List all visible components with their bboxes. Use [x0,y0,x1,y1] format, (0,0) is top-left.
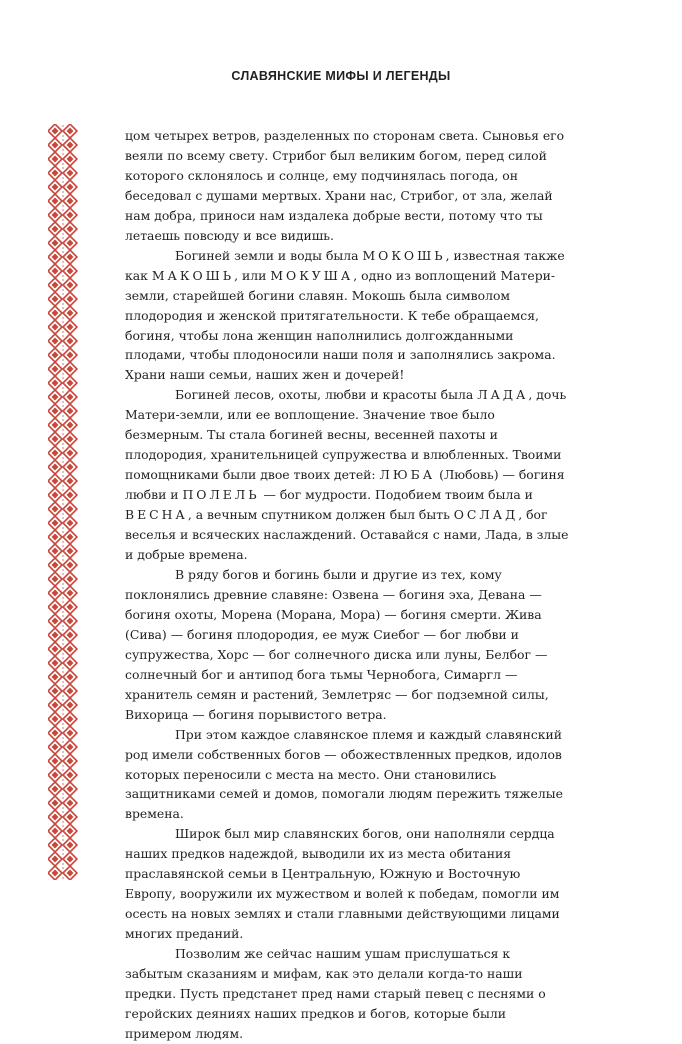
paragraph-text: , дочь Матери-земли, или ее воплощение. Значение твое было безмерным. Ты стала богиней весны, весенней пахоты и плодородия, хранительницей супружества и влюбленных. Твоими помощниками были двое твоих детей: [125,387,567,483]
deity-name: ВЕСНА [125,507,188,523]
paragraph-text: Богиней земли и воды была [175,247,363,263]
deity-name: ОСЛАД [453,507,519,523]
paragraph-text: цом четырех ветров, разделенных по сторонам света. Сыновья его веяли по всему свету. Стрибог был великим богом, перед силой которого склонялось и солнце, ему подчинялась погода, он беседовал с душами мертвых. Храни нас, Стрибог, от зла, желай нам добра, приноси нам издалека добрые вести, потому что ты летаешь повсюду и все видишь. [125,128,565,243]
paragraph-text: В ряду богов и богинь были и другие из тех, кому поклонялись древние славяне: Озвена — богиня эха, Девана — богиня охоты, Морена (Морана, Мора) — богиня смерти. Жива (Сива) — богиня плодородия, ее муж Сиебог — бог любви и супружества, Хорс — бог солнечного диска или луны, Белбог — солнечный бог и антипод бога тьмы Чернобога, Симаргл — хранитель семян и растений, Землетряс — бог подземной силы, Вихорица — богиня порывистого ветра. [125,566,549,722]
paragraph [125,824,571,944]
deity-name: ЛЮБА [379,467,436,483]
paragraph-text: (Любовь) — богиня любви и [125,467,565,503]
paragraph-text: , известная также как [125,247,565,283]
paragraph-text: , а вечным спутником должен был быть [187,507,454,523]
deity-name: ПОЛЕЛЬ [182,487,260,503]
paragraph-text: , бог веселья и всяческих наслаждений. Оставайся с нами, Лада, в злые и добрые времена. [125,507,569,563]
deity-name: МАКОШЬ [151,267,235,283]
paragraph-text: , одно из воплощений Матери-земли, старейшей богини славян. Мокошь была символом плодородия и женской притягательности. К тебе обращаемся, богиня, чтобы лона женщин наполнились долгожданными плодами, чтобы плодоносили наши поля и заполнялись закрома. Храни наши семьи, наших жен и дочерей! [125,267,556,383]
paragraph [125,246,571,386]
body-text [125,126,571,1044]
deity-name: ЛАДА [477,387,529,403]
paragraph [125,126,571,246]
paragraph [125,385,571,565]
paragraph [125,565,571,725]
paragraph-text: — бог мудрости. Подобием твоим была и [259,487,533,503]
deity-name: МОКУША [270,267,354,283]
paragraph-text: Широк был мир славянских богов, они наполняли сердца наших предков надеждой, выводили их из места обитания праславянской семьи в Центральную, Южную и Восточную Европу, вооружили их мужеством и волей к победам, помогли им осесть на новых землях и стали главными действующими лицами многих преданий. [125,826,560,942]
running-header: СЛАВЯНСКИЕ МИФЫ И ЛЕГЕНДЫ [231,69,451,83]
paragraph-text: При этом каждое славянское племя и каждый славянский род имели собственных богов — обожествленных предков, идолов которых переносили с места на место. Они становились защитниками семей и домов, помогали людям пережить тяжелые времена. [125,726,563,822]
paragraph-text: Богиней лесов, охоты, любви и красоты была [175,387,478,403]
paragraph-text: Позволим же сейчас нашим ушам прислушаться к забытым сказаниям и мифам, как это делали когда-то наши предки. Пусть предстанет пред нами старый певец с песнями о геройских деяниях наших предков и богов, которые были примером людям. [125,946,546,1041]
paragraph-text: , или [234,267,271,283]
paragraph [125,725,571,825]
deity-name: МОКОШЬ [362,247,446,263]
slavic-diamond-ornament-icon [48,124,78,880]
paragraph [125,944,571,1044]
